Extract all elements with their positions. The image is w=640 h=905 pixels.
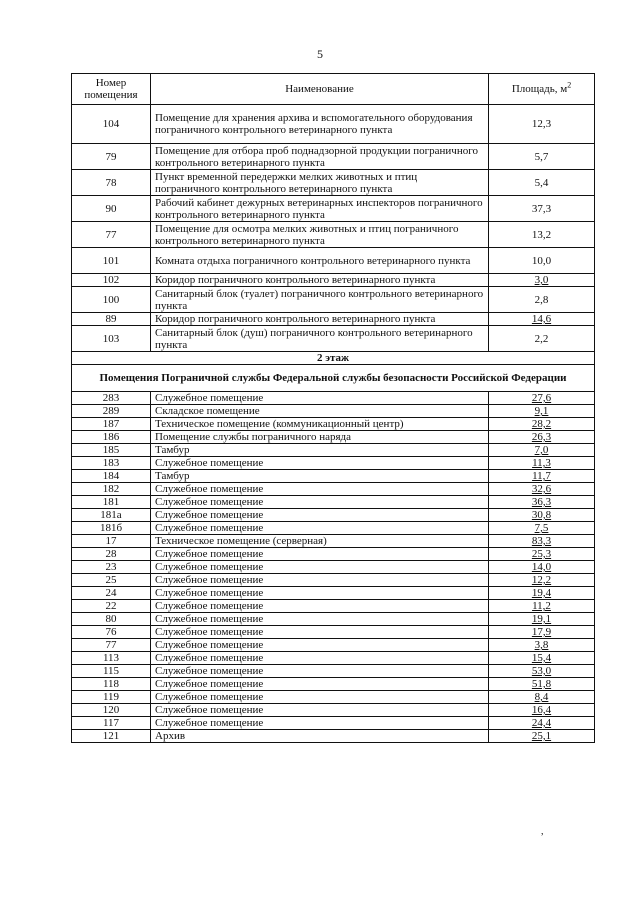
room-number: 115	[72, 665, 151, 678]
room-area: 2,8	[489, 287, 595, 313]
room-number: 187	[72, 418, 151, 431]
room-area: 32,6	[489, 483, 595, 496]
section-title: Помещения Пограничной службы Федеральной службы безопасности Российской Федерации	[72, 365, 595, 392]
room-area: 15,4	[489, 652, 595, 665]
table-row	[72, 170, 595, 196]
room-area: 9,1	[489, 405, 595, 418]
table-row	[72, 678, 595, 691]
room-number: 77	[72, 222, 151, 248]
page-number: 5	[317, 47, 323, 61]
room-number: 104	[72, 105, 151, 144]
room-name: Коридор пограничного контрольного ветеринарного пункта	[151, 313, 489, 326]
table-row	[72, 431, 595, 444]
room-area: 11,7	[489, 470, 595, 483]
table-row	[72, 535, 595, 548]
rooms-table	[71, 73, 595, 743]
table-row	[72, 470, 595, 483]
room-area: 37,3	[489, 196, 595, 222]
room-number: 113	[72, 652, 151, 665]
room-number: 184	[72, 470, 151, 483]
table-row	[72, 522, 595, 535]
table-row	[72, 196, 595, 222]
table-row	[72, 613, 595, 626]
table-row	[72, 574, 595, 587]
room-name: Служебное помещение	[151, 509, 489, 522]
room-name: Рабочий кабинет дежурных ветеринарных инспекторов пограничного контрольного ветеринарного пункта	[151, 196, 489, 222]
room-name: Тамбур	[151, 470, 489, 483]
room-number: 77	[72, 639, 151, 652]
room-number: 185	[72, 444, 151, 457]
margin-mark: ,	[541, 826, 544, 837]
room-name: Служебное помещение	[151, 626, 489, 639]
room-name: Помещение для осмотра мелких животных и птиц пограничного контрольного ветеринарного пункта	[151, 222, 489, 248]
room-number: 22	[72, 600, 151, 613]
room-name: Санитарный блок (туалет) пограничного контрольного ветеринарного пункта	[151, 287, 489, 313]
room-number: 100	[72, 287, 151, 313]
room-number: 79	[72, 144, 151, 170]
table-row	[72, 444, 595, 457]
room-number: 182	[72, 483, 151, 496]
header-area	[489, 74, 595, 105]
room-number: 78	[72, 170, 151, 196]
room-number: 25	[72, 574, 151, 587]
room-name: Служебное помещение	[151, 457, 489, 470]
room-name: Служебное помещение	[151, 704, 489, 717]
header-area-label: Площадь, м	[511, 83, 568, 95]
room-area: 53,0	[489, 665, 595, 678]
room-number: 181а	[72, 509, 151, 522]
room-number: 183	[72, 457, 151, 470]
room-name: Служебное помещение	[151, 483, 489, 496]
table-row	[72, 509, 595, 522]
room-area: 28,2	[489, 418, 595, 431]
room-number: 181	[72, 496, 151, 509]
room-number: 76	[72, 626, 151, 639]
floor-label: 2 этаж	[72, 352, 595, 365]
table-row	[72, 561, 595, 574]
room-number: 118	[72, 678, 151, 691]
room-name: Служебное помещение	[151, 587, 489, 600]
table-row	[72, 704, 595, 717]
table-row	[72, 691, 595, 704]
room-number: 283	[72, 392, 151, 405]
room-area: 5,7	[489, 144, 595, 170]
room-area: 7,5	[489, 522, 595, 535]
room-area: 83,3	[489, 535, 595, 548]
room-name: Служебное помещение	[151, 613, 489, 626]
room-name: Складское помещение	[151, 405, 489, 418]
room-name: Служебное помещение	[151, 522, 489, 535]
table-row	[72, 457, 595, 470]
room-name: Служебное помещение	[151, 678, 489, 691]
room-name: Служебное помещение	[151, 561, 489, 574]
room-number: 101	[72, 248, 151, 274]
table-row	[72, 548, 595, 561]
header-name: Наименование	[151, 74, 489, 105]
table-row	[72, 144, 595, 170]
room-name: Служебное помещение	[151, 496, 489, 509]
room-number: 102	[72, 274, 151, 287]
room-number: 28	[72, 548, 151, 561]
room-name: Помещение для хранения архива и вспомогательного оборудования пограничного контрольного ветеринарного пункта	[151, 105, 489, 144]
table-row	[72, 248, 595, 274]
room-name: Служебное помещение	[151, 717, 489, 730]
room-area: 14,6	[489, 313, 595, 326]
room-area: 26,3	[489, 431, 595, 444]
table-row	[72, 222, 595, 248]
room-name: Помещение службы пограничного наряда	[151, 431, 489, 444]
room-area: 11,3	[489, 457, 595, 470]
table-row	[72, 418, 595, 431]
table-row	[72, 483, 595, 496]
table-row	[72, 665, 595, 678]
room-number: 117	[72, 717, 151, 730]
section-row	[72, 365, 595, 392]
room-area: 8,4	[489, 691, 595, 704]
header-area-sup: 2	[567, 80, 572, 90]
room-area: 30,8	[489, 509, 595, 522]
room-name: Служебное помещение	[151, 392, 489, 405]
table-header-row	[72, 74, 595, 105]
room-name: Коридор пограничного контрольного ветеринарного пункта	[151, 274, 489, 287]
room-area: 17,9	[489, 626, 595, 639]
table-row	[72, 496, 595, 509]
room-area: 16,4	[489, 704, 595, 717]
room-name: Служебное помещение	[151, 639, 489, 652]
room-name: Помещение для отбора проб поднадзорной продукции пограничного контрольного ветеринарного пункта	[151, 144, 489, 170]
room-name: Архив	[151, 730, 489, 743]
room-area: 25,3	[489, 548, 595, 561]
room-area: 7,0	[489, 444, 595, 457]
table-row	[72, 652, 595, 665]
room-area: 3,0	[489, 274, 595, 287]
room-area: 19,4	[489, 587, 595, 600]
table-row	[72, 626, 595, 639]
room-name: Служебное помещение	[151, 652, 489, 665]
room-area: 10,0	[489, 248, 595, 274]
room-number: 119	[72, 691, 151, 704]
table-row	[72, 274, 595, 287]
table-row	[72, 392, 595, 405]
room-name: Служебное помещение	[151, 574, 489, 587]
table-row	[72, 587, 595, 600]
room-name: Служебное помещение	[151, 691, 489, 704]
room-number: 120	[72, 704, 151, 717]
room-area: 36,3	[489, 496, 595, 509]
room-number: 103	[72, 326, 151, 352]
room-name: Пункт временной передержки мелких животных и птиц пограничного контрольного ветеринарного пункта	[151, 170, 489, 196]
room-number: 90	[72, 196, 151, 222]
room-number: 181б	[72, 522, 151, 535]
room-number: 289	[72, 405, 151, 418]
table-row	[72, 717, 595, 730]
room-area: 3,8	[489, 639, 595, 652]
room-area: 25,1	[489, 730, 595, 743]
room-area: 19,1	[489, 613, 595, 626]
room-name: Служебное помещение	[151, 548, 489, 561]
room-name: Служебное помещение	[151, 600, 489, 613]
room-name: Комната отдыха пограничного контрольного ветеринарного пункта	[151, 248, 489, 274]
room-number: 186	[72, 431, 151, 444]
room-number: 80	[72, 613, 151, 626]
table-row	[72, 313, 595, 326]
room-number: 121	[72, 730, 151, 743]
room-number: 89	[72, 313, 151, 326]
table-row	[72, 600, 595, 613]
room-name: Санитарный блок (душ) пограничного контрольного ветеринарного пункта	[151, 326, 489, 352]
room-name: Тамбур	[151, 444, 489, 457]
room-name: Служебное помещение	[151, 665, 489, 678]
room-area: 24,4	[489, 717, 595, 730]
room-area: 2,2	[489, 326, 595, 352]
room-name: Техническое помещение (коммуникационный центр)	[151, 418, 489, 431]
table-row	[72, 730, 595, 743]
room-number: 24	[72, 587, 151, 600]
table-row	[72, 326, 595, 352]
room-number: 17	[72, 535, 151, 548]
room-area: 14,0	[489, 561, 595, 574]
room-name: Техническое помещение (серверная)	[151, 535, 489, 548]
room-area: 12,3	[489, 105, 595, 144]
room-area: 12,2	[489, 574, 595, 587]
room-area: 51,8	[489, 678, 595, 691]
room-number: 23	[72, 561, 151, 574]
room-area: 27,6	[489, 392, 595, 405]
room-area: 13,2	[489, 222, 595, 248]
table-row	[72, 405, 595, 418]
room-area: 5,4	[489, 170, 595, 196]
floor-row	[72, 352, 595, 365]
header-number: Номер помещения	[72, 74, 151, 105]
table-row	[72, 287, 595, 313]
room-area: 11,2	[489, 600, 595, 613]
table-row	[72, 105, 595, 144]
table-row	[72, 639, 595, 652]
